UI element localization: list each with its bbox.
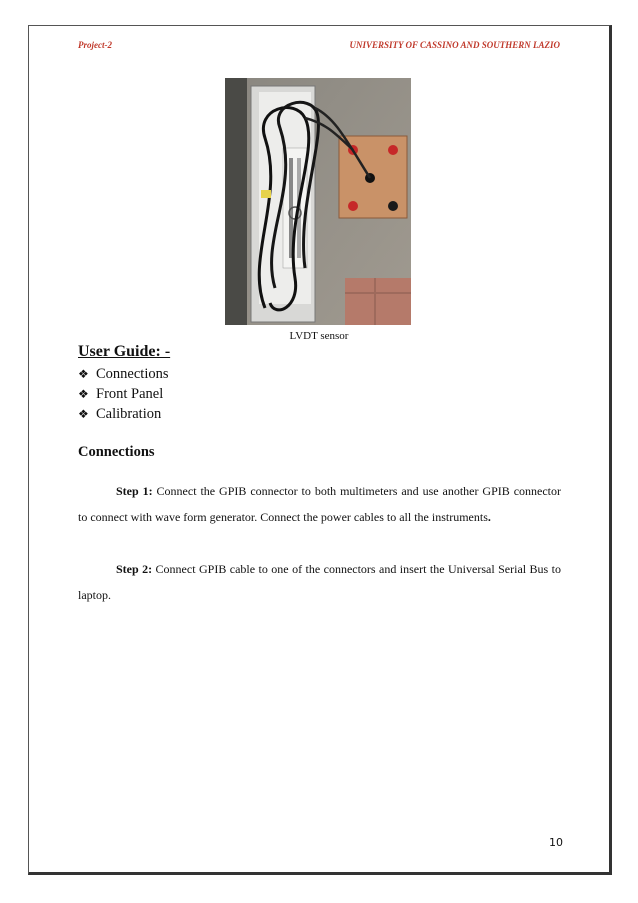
step-2-text: Connect GPIB cable to one of the connectors and insert the Universal Serial Bus to laptop. (78, 562, 561, 602)
step-2-paragraph (78, 556, 561, 608)
step-1-period: . (487, 510, 491, 524)
step-1-text: Connect the GPIB connector to both multimeters and use another GPIB connector to connect with wave form generator. Connect the power cables to all the instruments (78, 484, 562, 524)
user-guide-title: User Guide: - (78, 343, 171, 360)
diamond-bullet-icon: ❖ (78, 367, 89, 381)
header-project: Project-2 (78, 40, 112, 50)
step-1-label: Step 1: (116, 484, 153, 498)
list-item: ❖ Calibration (78, 406, 162, 422)
lvdt-sensor-photo (225, 78, 411, 325)
list-item: ❖ Connections (78, 366, 169, 382)
step-2-label: Step 2: (116, 562, 153, 576)
header-university: UNIVERSITY OF CASSINO AND SOUTHERN LAZIO (349, 40, 560, 50)
step-1-paragraph (78, 478, 561, 530)
diamond-bullet-icon: ❖ (78, 387, 89, 401)
diamond-bullet-icon: ❖ (78, 407, 89, 421)
figure-caption: LVDT sensor (289, 330, 349, 342)
list-item: ❖ Front Panel (78, 386, 164, 402)
page-number: 10 (549, 836, 563, 849)
user-guide-list (78, 364, 169, 424)
section-title-connections: Connections (78, 444, 155, 460)
